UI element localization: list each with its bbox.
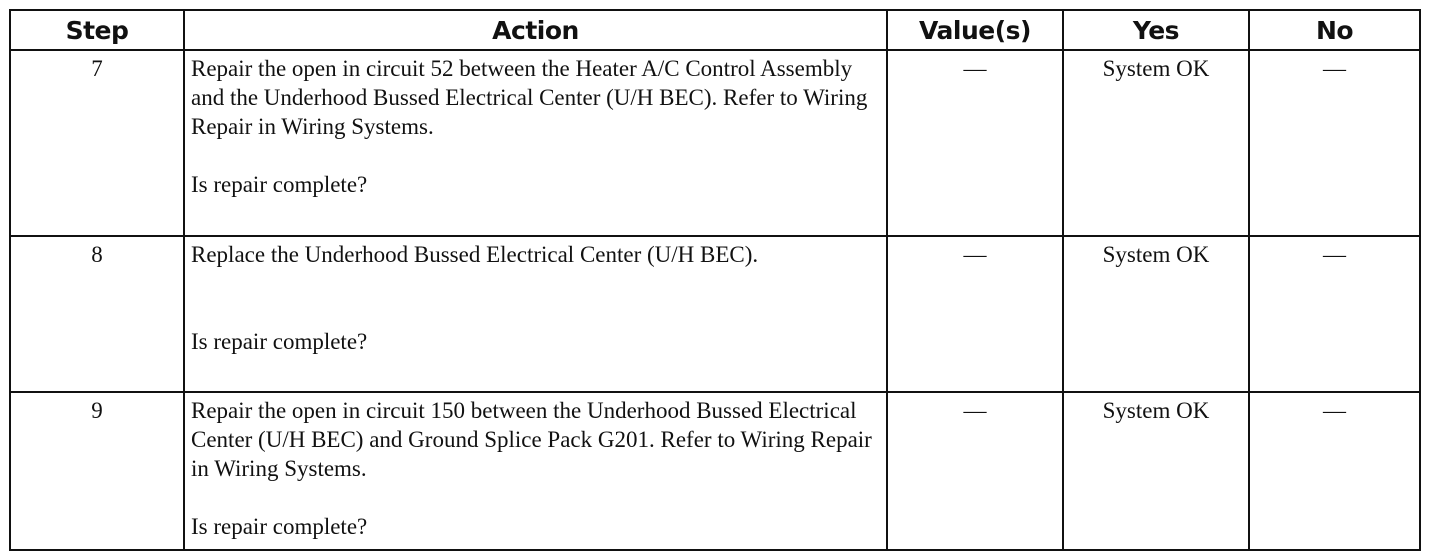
header-action: Action xyxy=(184,10,887,50)
action-cell xyxy=(184,392,887,550)
step-number: 7 xyxy=(10,50,184,236)
no-result: — xyxy=(1249,392,1420,550)
table-row xyxy=(10,392,1420,550)
action-cell xyxy=(184,236,887,392)
value-cell: — xyxy=(887,236,1063,392)
step-number: 8 xyxy=(10,236,184,392)
action-cell xyxy=(184,50,887,236)
no-result: — xyxy=(1249,236,1420,392)
action-question: Is repair complete? xyxy=(191,329,368,354)
yes-result: System OK xyxy=(1063,50,1249,236)
action-question: Is repair complete? xyxy=(191,172,368,197)
header-values: Value(s) xyxy=(887,10,1063,50)
action-text: Repair the open in circuit 52 between the Heater A/C Control Assembly and the Underhood Bussed Electrical Center (U/H BEC). Refer to Wiring Repair in Wiring Systems. xyxy=(191,56,868,139)
step-number: 9 xyxy=(10,392,184,550)
header-no: No xyxy=(1249,10,1420,50)
table-row xyxy=(10,50,1420,236)
table-row xyxy=(10,236,1420,392)
action-question: Is repair complete? xyxy=(191,514,368,539)
yes-result: System OK xyxy=(1063,236,1249,392)
header-step: Step xyxy=(10,10,184,50)
header-yes: Yes xyxy=(1063,10,1249,50)
action-text: Repair the open in circuit 150 between the Underhood Bussed Electrical Center (U/H BEC) and Ground Splice Pack G201. Refer to Wiring Repair in Wiring Systems. xyxy=(191,398,872,481)
table-header-row xyxy=(10,10,1420,50)
value-cell: — xyxy=(887,392,1063,550)
yes-result: System OK xyxy=(1063,392,1249,550)
action-text: Replace the Underhood Bussed Electrical Center (U/H BEC). xyxy=(191,242,759,267)
diagnostic-procedure-table xyxy=(9,9,1421,551)
value-cell: — xyxy=(887,50,1063,236)
no-result: — xyxy=(1249,50,1420,236)
